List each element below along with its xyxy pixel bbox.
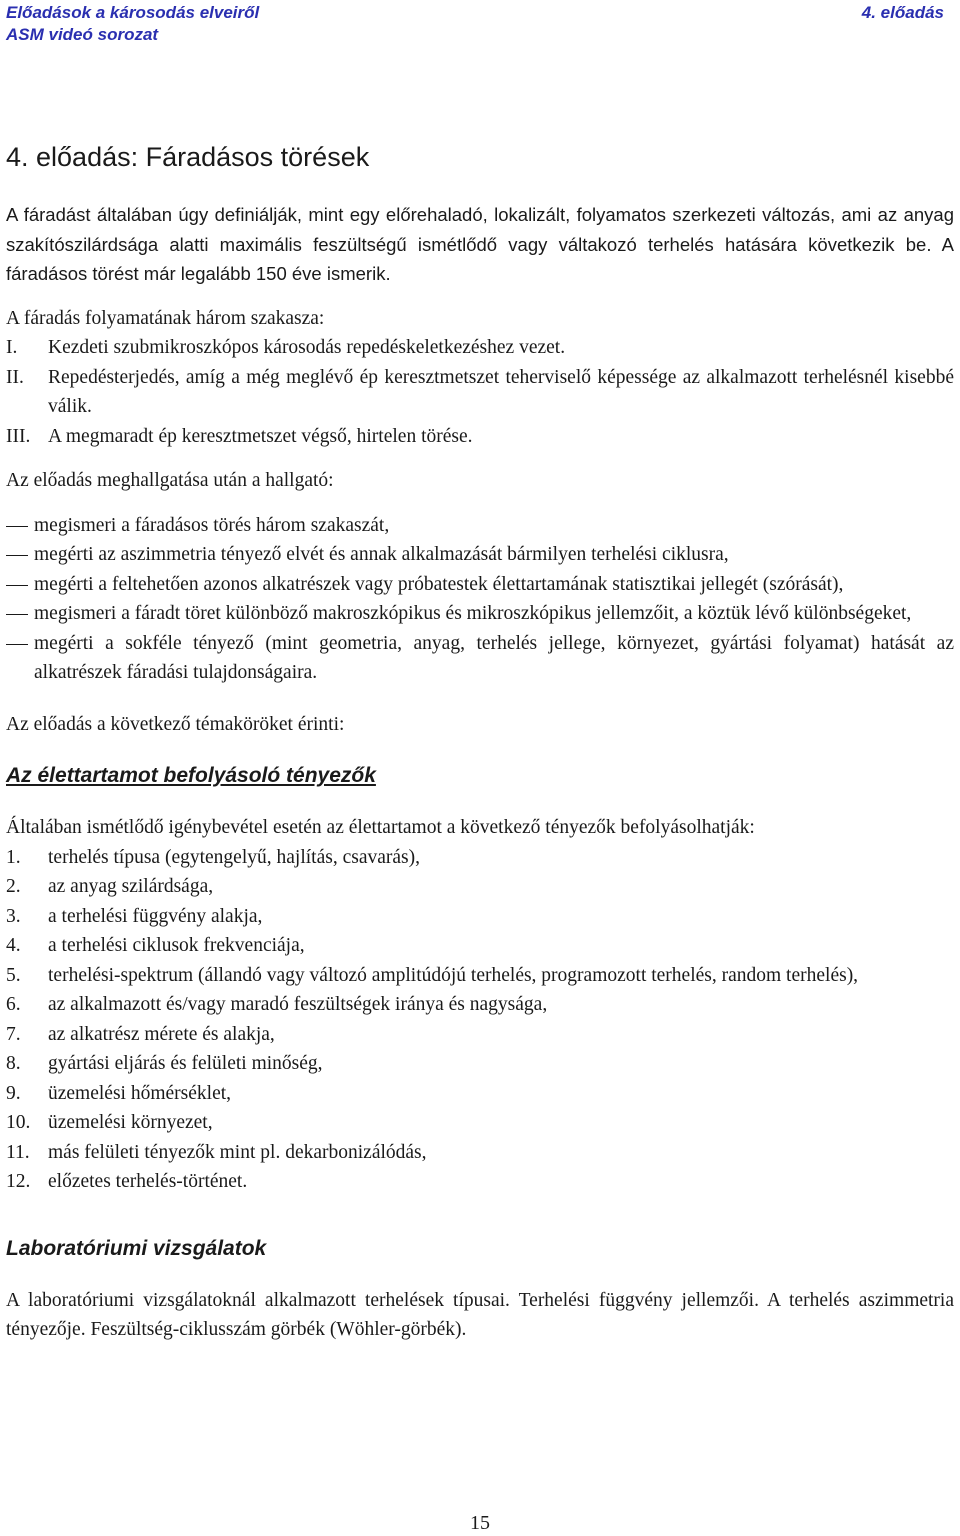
list-item-number: III. bbox=[6, 425, 31, 447]
list-item-number: I. bbox=[6, 337, 18, 358]
dash-bullet-icon bbox=[6, 599, 34, 629]
list-item bbox=[6, 1108, 954, 1138]
list-item-text: üzemelési hőmérséklet, bbox=[48, 1082, 232, 1104]
section-heading-lifetime-factors: Az élettartamot befolyásoló tényezők bbox=[6, 764, 376, 787]
list-item-text: megismeri a fáradásos törés három szakaszát, bbox=[34, 514, 390, 536]
list-item-text: Repedésterjedés, amíg a még meglévő ép keresztmetszet teherviselő képessége az alkalmazott terhelésnél kisebbé válik. bbox=[48, 366, 954, 417]
list-item bbox=[6, 570, 954, 600]
list-item-text: a terhelési ciklusok frekvenciája, bbox=[48, 935, 305, 956]
topics-heading: Az előadás a következő témaköröket érinti: bbox=[6, 713, 345, 735]
document-body bbox=[6, 140, 954, 1345]
list-item bbox=[6, 1167, 954, 1197]
list-item-number: 9. bbox=[6, 1082, 21, 1104]
list-item-text: más felületi tényezők mint pl. dekarbonizálódás, bbox=[48, 1141, 427, 1163]
list-item bbox=[6, 422, 954, 452]
list-item bbox=[6, 961, 954, 991]
dash-bullet-icon bbox=[6, 629, 34, 688]
list-item-number: 5. bbox=[6, 964, 21, 986]
list-item-text: megérti a feltehetően azonos alkatrészek vagy próbatestek élettartamának statisztikai jellegét (szórását), bbox=[34, 573, 844, 595]
laboratory-paragraph: A laboratóriumi vizsgálatoknál alkalmazott terhelések típusai. Terhelési függvény jellemzői. A terhelés aszimmetria tényezője. Feszültség-ciklusszám görbék (Wöhler-görbék). bbox=[6, 1289, 954, 1340]
list-item bbox=[6, 990, 954, 1020]
list-item-number: 7. bbox=[6, 1023, 21, 1045]
list-item-text: terhelés típusa (egytengelyű, hajlítás, csavarás), bbox=[48, 846, 420, 868]
stages-heading: A fáradás folyamatának három szakasza: bbox=[6, 307, 325, 329]
list-item bbox=[6, 1020, 954, 1050]
list-item-text: az anyag szilárdsága, bbox=[48, 876, 214, 897]
list-item-text: terhelési-spektrum (állandó vagy változó amplitúdójú terhelés, programozott terhelés, random terhelés), bbox=[48, 964, 859, 986]
list-item bbox=[6, 540, 954, 570]
list-item-text: megismeri a fáradt töret különböző makroszkópikus és mikroszkópikus jellemzőit, a köztük lévő különbségeket, bbox=[34, 603, 912, 624]
list-item-text: A megmaradt ép keresztmetszet végső, hirtelen törése. bbox=[48, 425, 473, 447]
header-series-title: Előadások a károsodás elveiről bbox=[6, 3, 260, 22]
list-item bbox=[6, 363, 954, 422]
list-item-text: az alkalmazott és/vagy maradó feszültségek iránya és nagysága, bbox=[48, 994, 548, 1015]
list-item-text: megérti az aszimmetria tényező elvét és annak alkalmazását bármilyen terhelési ciklusra, bbox=[34, 544, 729, 565]
list-item-number: 1. bbox=[6, 846, 21, 868]
list-item-number: 8. bbox=[6, 1053, 21, 1074]
list-item-number: II. bbox=[6, 366, 24, 388]
list-item-text: gyártási eljárás és felületi minőség, bbox=[48, 1053, 323, 1074]
stages-list bbox=[6, 333, 954, 451]
list-item-text: üzemelési környezet, bbox=[48, 1112, 213, 1133]
factors-list bbox=[6, 843, 954, 1197]
list-item bbox=[6, 872, 954, 902]
section-heading-laboratory-tests: Laboratóriumi vizsgálatok bbox=[6, 1236, 267, 1260]
list-item-text: az alkatrész mérete és alakja, bbox=[48, 1023, 275, 1045]
list-item-text: megérti a sokféle tényező (mint geometria, anyag, terhelés jellege, környezet, gyártási folyamat) hatását az alkatrészek fáradási tulajdonságaira. bbox=[34, 632, 954, 683]
list-item-text: előzetes terhelés-történet. bbox=[48, 1171, 248, 1192]
list-item-number: 11. bbox=[6, 1141, 30, 1163]
factors-lead: Általában ismétlődő igénybevétel esetén az élettartamot a következő tényezők befolyásolhatják: bbox=[6, 817, 755, 838]
page-title: 4. előadás: Fáradásos törések bbox=[6, 142, 370, 172]
page-number: 15 bbox=[470, 1512, 490, 1534]
list-item bbox=[6, 599, 954, 629]
dash-bullet-icon bbox=[6, 570, 34, 600]
dash-bullet-icon bbox=[6, 540, 34, 570]
header-series-subtitle: ASM videó sorozat bbox=[6, 25, 159, 44]
outcomes-list bbox=[6, 511, 954, 688]
list-item bbox=[6, 1049, 954, 1079]
list-item bbox=[6, 931, 954, 961]
list-item bbox=[6, 1079, 954, 1109]
list-item-text: Kezdeti szubmikroszkópos károsodás repedéskeletkezéshez vezet. bbox=[48, 337, 566, 358]
intro-paragraph: A fáradást általában úgy definiálják, mint egy előrehaladó, lokalizált, folyamatos szerkezeti változás, ami az anyag szakítószilárdsága alatti maximális feszültségű ismétlődő vagy váltakozó terhelés hatására következik be. A fáradásos törést már legalább 150 éve ismerik. bbox=[6, 204, 954, 284]
dash-bullet-icon bbox=[6, 511, 34, 541]
outcomes-heading: Az előadás meghallgatása után a hallgató: bbox=[6, 470, 334, 491]
list-item-text: a terhelési függvény alakja, bbox=[48, 905, 263, 927]
list-item-number: 2. bbox=[6, 876, 21, 897]
list-item bbox=[6, 333, 954, 363]
list-item bbox=[6, 629, 954, 688]
list-item-number: 6. bbox=[6, 994, 21, 1015]
header-lecture-number: 4. előadás bbox=[861, 3, 944, 22]
list-item-number: 10. bbox=[6, 1112, 31, 1133]
list-item-number: 3. bbox=[6, 905, 21, 927]
list-item bbox=[6, 1138, 954, 1168]
list-item bbox=[6, 902, 954, 932]
list-item-number: 4. bbox=[6, 935, 21, 956]
list-item bbox=[6, 511, 954, 541]
page-header bbox=[6, 0, 954, 50]
list-item bbox=[6, 843, 954, 873]
list-item-number: 12. bbox=[6, 1171, 31, 1192]
